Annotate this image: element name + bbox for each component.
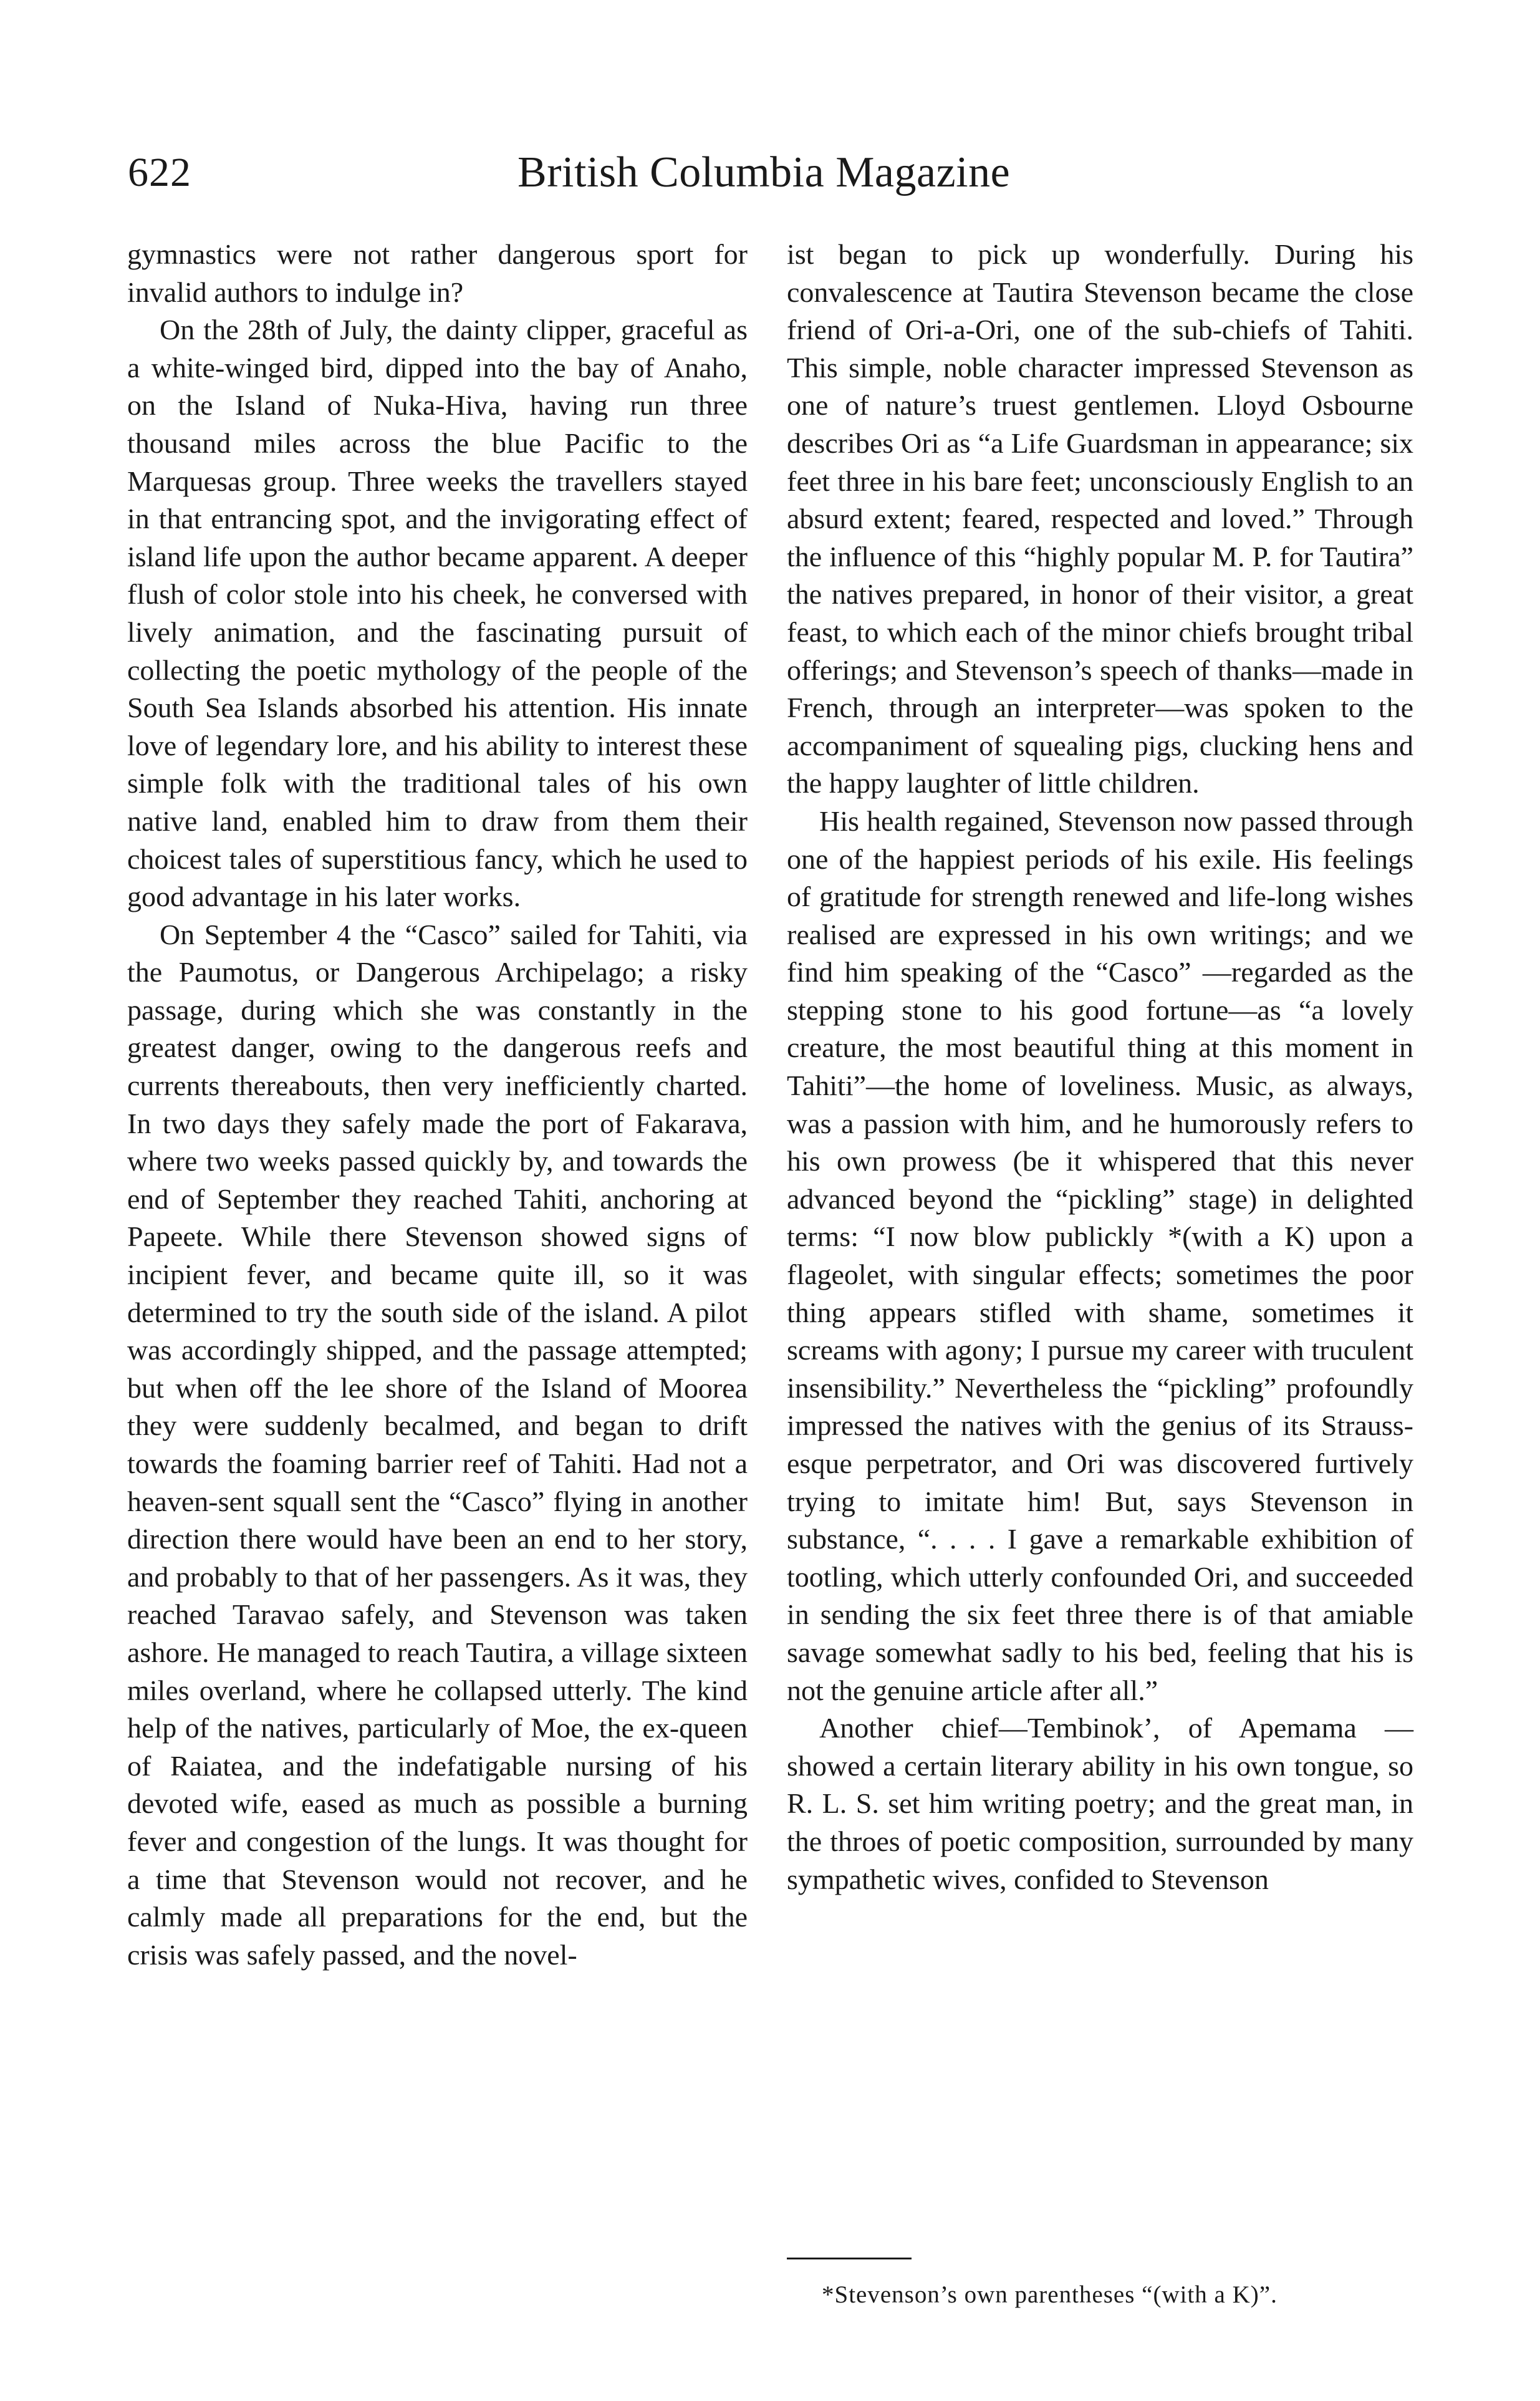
page-number: 622 [128,150,191,195]
paragraph: gymnastics were not rather dangerous sport for invalid authors to indulge in? [127,238,748,308]
paragraph: Another chief—Tembinok’, of Apemama —showed a certain literary ability in his own tongue, so R. L. S. set him writing poetry; and the great man, in the throes of poetic composition, surrounded by many sympathetic wives, confided to Stevenson [787,1712,1413,1895]
paragraph: On September 4 the “Casco” sailed for Tahiti, via the Paumotus, or Dangerous Archipelago; a risky passage, during which she was constantly in the greatest danger, owing to the dangerous reefs and currents thereabouts, then very inefficiently charted. In two days they safely made the port of Fakarava, where two weeks passed quickly by, and towards the end of September they reached Tahiti, anchoring at Papeete. While there Stevenson showed signs of incipient fever, and became quite ill, so it was determined to try the south side of the island. A pilot was accordingly shipped, and the passage attempted; but when off the lee shore of the Island of Moorea they were suddenly becalmed, and began to drift towards the foaming barrier reef of Tahiti. Had not a heaven-sent squall sent the “Casco” flying in another direction there would have been an end to her story, and probably to that of her passengers. As it was, they reached Taravao safely, and Stevenson was taken ashore. He managed to reach Tautira, a village sixteen miles overland, where he collapsed utterly. The kind help of the natives, particularly of Moe, the ex-queen of Raiatea, and the indefatigable nursing of his devoted wife, eased as much as possible a burning fever and congestion of the lungs. It was thought for a time that Stevenson would not recover, and he calmly made all preparations for the end, but the crisis was safely passed, and the novel- [127,918,748,1971]
footnote-rule [787,2258,912,2259]
right-column [787,236,1413,1898]
running-title: British Columbia Magazine [517,148,1011,196]
paragraph: On the 28th of July, the dainty clipper, graceful as a white-winged bird, dipped into the bay of Anaho, on the Island of Nuka-Hiva, having run three thousand miles across the blue Pacific to the Marquesas group. Three weeks the travellers stayed in that entrancing spot, and the invigorating effect of island life upon the author became apparent. A deeper flush of color stole into his cheek, he conversed with lively animation, and the fascinating pursuit of collecting the poetic mythology of the people of the South Sea Islands absorbed his attention. His innate love of legendary lore, and his ability to interest these simple folk with the traditional tales of his own native land, enabled him to draw from them their choicest tales of superstitious fancy, which he used to good advantage in his later works. [127,314,748,913]
footnote: *Stevenson’s own parentheses “(with a K)”. [822,2281,1278,2308]
left-column [127,236,748,1974]
page-header [128,145,1044,201]
paragraph: ist began to pick up wonderfully. During his convalescence at Tautira Stevenson became the close friend of Ori-a-Ori, one of the sub-chiefs of Tahiti. This simple, noble character impressed Stevenson as one of nature’s truest gentlemen. Lloyd Osbourne describes Ori as “a Life Guardsman in appearance; six feet three in his bare feet; unconsciously English to an absurd extent; feared, respected and loved.” Through the influence of this “highly popular M. P. for Tautira” the natives prepared, in honor of their visitor, a great feast, to which each of the minor chiefs brought tribal offerings; and Stevenson’s speech of thanks—made in French, through an interpreter—was spoken to the accompaniment of squealing pigs, clucking hens and the happy laughter of little children. [787,238,1413,800]
paragraph: His health regained, Stevenson now passed through one of the happiest periods of his exile. His feelings of gratitude for strength renewed and life-long wishes realised are expressed in his own writings; and we find him speaking of the “Casco” —regarded as the stepping stone to his good fortune—as “a lovely creature, the most beautiful thing at this moment in Tahiti”—the home of loveliness. Music, as always, was a passion with him, and he humorously refers to his own prowess (be it whispered that this never advanced beyond the “pickling” stage) in delighted terms: “I now blow publickly *(with a K) upon a flageolet, with singular effects; sometimes the poor thing appears stifled with shame, sometimes it screams with agony; I pursue my career with truculent insensibility.” Nevertheless the “pickling” profoundly impressed the natives with the genius of its Strauss-esque perpetrator, and Ori was discovered furtively trying to imitate him! But, says Stevenson in substance, “. . . . I gave a remarkable exhibition of tootling, which utterly confounded Ori, and succeeded in sending the six feet three there is of that amiable savage somewhat sadly to his bed, feeling that his is not the genuine article after all.” [787,804,1413,1706]
